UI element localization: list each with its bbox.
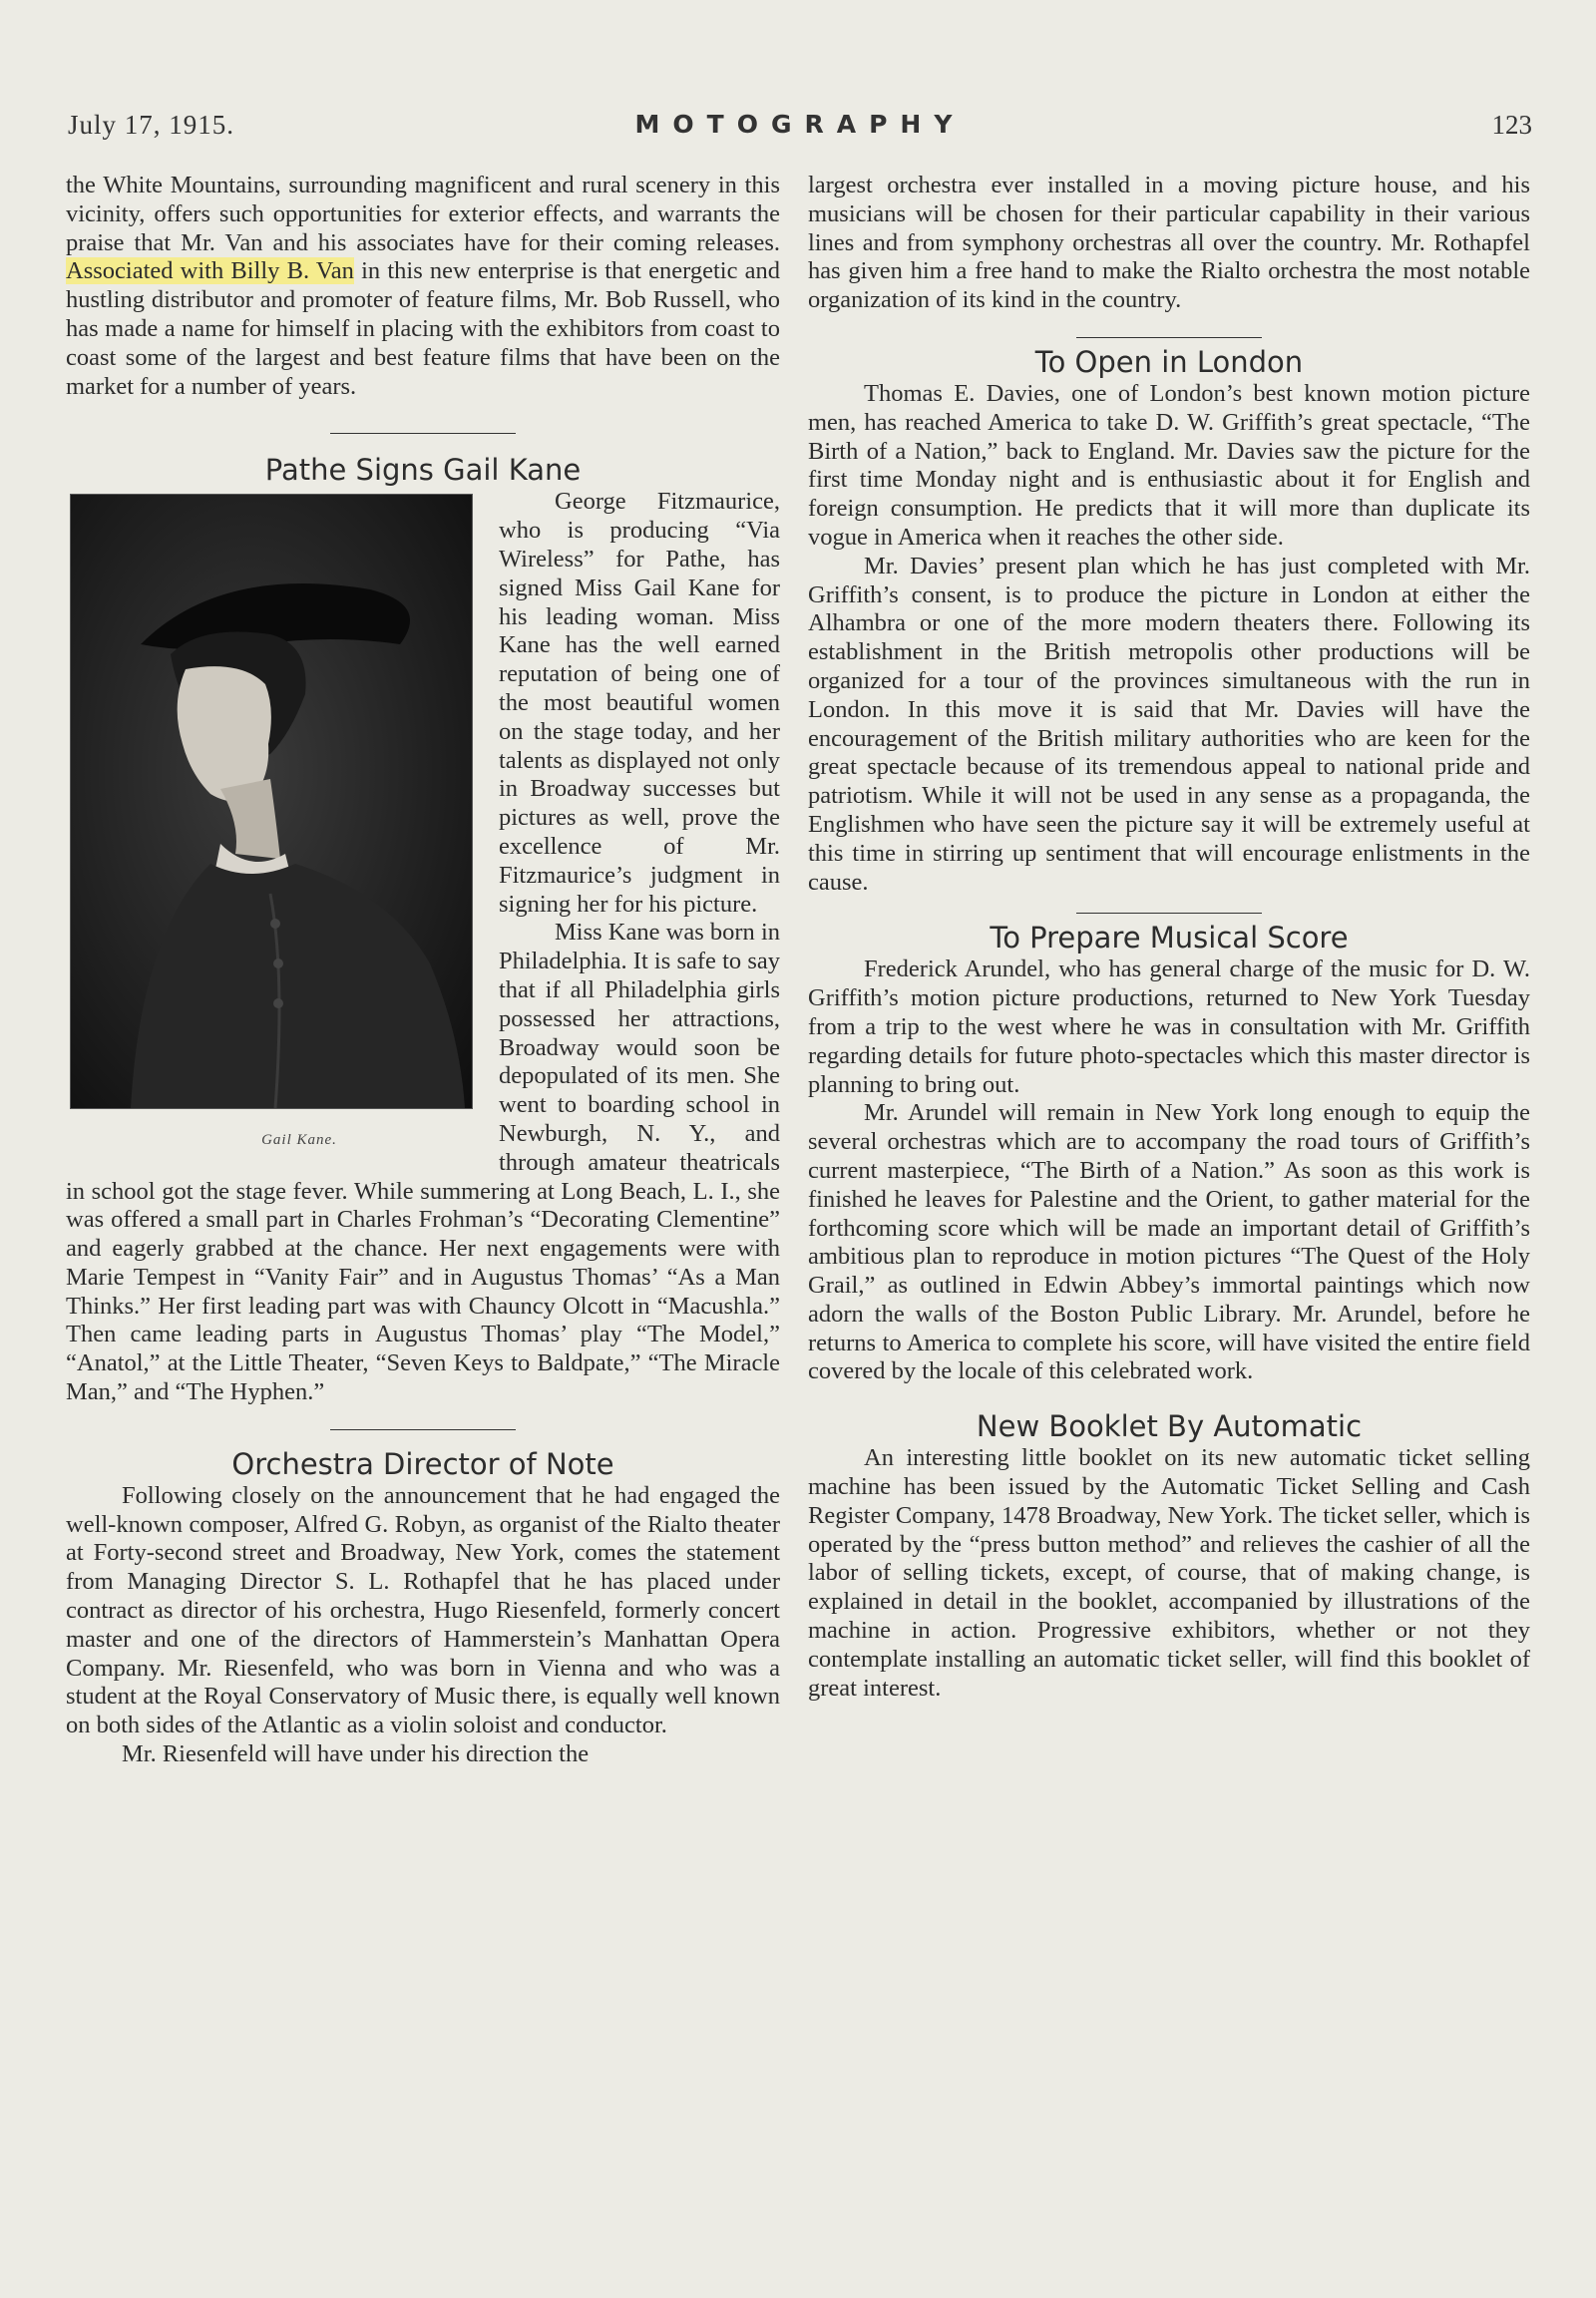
intro-paragraph: the White Mountains, surrounding magnificent and rural scenery in this vicinity, offers such opportunities for exterior effects, and warrants the praise that Mr. Van and his associates have for their coming releases. Associated with Billy B. Van in this new enterprise is that energetic and hustling distributor and promoter of feature films, Mr. Bob Russell, who has made a name for himself in placing with the exhibitors from coast to coast some of the largest and best feature films that have been on the market for a number of years. [66, 172, 780, 400]
issue-date: July 17, 1915. [68, 110, 235, 140]
london-paragraph-1: Thomas E. Davies, one of London’s best known motion picture men, has reached America to take D. W. Griffith’s great spectacle, “The Birth of a Nation,” back to England. Mr. Davies saw the picture for the first time Monday night and is enthusiastic about it for English and foreign consumption. He predicts that it will more than duplicate its vogue in America when it reaches the other side. [808, 379, 1530, 551]
section-divider [330, 1429, 516, 1430]
pathe-paragraph-1: Gail Kane. George Fitzmaurice, who is producing “Via Wireless” for Pathe, has signed Miss Gail Kane for his leading woman. Miss Kane has the well earned reputation of being one of the most beautiful women on the stage today, and her talents as displayed not only in Broadway successes but pictures as well, prove the excellence of Mr. Fitzmaurice’s judgment in signing her for his picture. [66, 488, 780, 919]
heading-pathe: Pathe Signs Gail Kane [264, 453, 582, 488]
booklet-paragraph-1: An interesting little booklet on its new automatic ticket selling machine has been issued by the Automatic Ticket Selling and Cash Register Company, 1478 Broadway, New York. The ticket seller, which is operated by the “press button method” and relieves the cashier of all the labor of selling tickets, except, of course, that of making change, is explained in detail in the booklet, accompanied by illustrations of the machine in action. Progressive exhibitors, whether or not they contemplate installing an automatic ticket seller, will find this booklet of great interest. [808, 1444, 1530, 1702]
masthead: MOTOGRAPHY [634, 110, 966, 139]
left-column [66, 172, 780, 1769]
page-number: 123 [1491, 110, 1532, 140]
portrait-photo [70, 494, 473, 1109]
right-column [808, 172, 1530, 1703]
orchestra-paragraph-1: Following closely on the announcement that he had engaged the well-known composer, Alfred G. Robyn, as organist of the Rialto theater at Forty-second street and Broadway, New York, comes the statement from Managing Director S. L. Rothapfel that he has placed under contract as director of his orchestra, Hugo Riesenfeld, formerly concert master and one of the directors of Hammerstein’s Manhattan Opera Company. Mr. Riesenfeld, who was born in Vienna and who was a student at the Royal Conservatory of Music there, is equally well known on both sides of the Atlantic as a violin soloist and conductor. [66, 1481, 780, 1739]
section-divider [1076, 913, 1262, 914]
heading-booklet: New Booklet By Automatic [976, 1409, 1363, 1444]
pathe-paragraph-2: Miss Kane was born in Philadelphia. It is safe to say that if all Philadelphia girls possessed her attractions, Broadway would soon be depopulated of its men. She went to boarding school in Newburgh, N. Y., and through amateur theatricals in school got the stage fever. While summering at Long Beach, L. I., she was offered a small part in Charles Frohman’s “Decorating Clementine” and eagerly grabbed at the chance. Her next engagements were with Marie Tempest in “Vanity Fair” and in Augustus Thomas’ “As a Man Thinks.” Her first leading part was with Chauncy Olcott in “Macushla.” Then came leading parts in Augustus Thomas’ play “The Model,” “Anatol,” at the Little Theater, “Seven Keys to Baldpate,” “The Miracle Man,” and “The Hyphen.” [66, 919, 780, 1406]
heading-score: To Prepare Musical Score [990, 921, 1349, 956]
score-paragraph-2: Mr. Arundel will remain in New York long enough to equip the several orchestras which are to accompany the road tours of Griffith’s current masterpiece, “The Birth of a Nation.” As soon as this work is finished he leaves for Palestine and the Orient, to gather material for the forthcoming score which will be made an important detail of Griffith’s ambitious plan to reproduce in motion pictures “The Quest of the Holy Grail,” as outlined in Edwin Abbey’s immortal paintings which now adorn the walls of the Boston Public Library. Mr. Arundel, before he returns to America to complete his score, will have visited the entire field covered by the locale of this celebrated work. [808, 1099, 1530, 1385]
heading-london: To Open in London [1034, 344, 1304, 379]
photo-caption: Gail Kane. [261, 1132, 337, 1149]
section-divider [330, 433, 516, 434]
orchestra-continued: largest orchestra ever installed in a moving picture house, and his musicians will be chosen for their particular capability in their various lines and from symphony orchestras all over the country. Mr. Rothapfel has given him a free hand to make the Rialto orchestra the most notable organization of its kind in the country. [808, 172, 1530, 314]
photo-figure [66, 494, 477, 1152]
highlighted-text: Associated with Billy B. Van [66, 257, 354, 285]
london-paragraph-2: Mr. Davies’ present plan which he has just completed with Mr. Griffith’s consent, is to produce the picture in London at either the Alhambra or one of the more modern theaters there. Following its establishment in the British metropolis other productions will be organized for a tour of the provinces simultaneous with the run in London. In this move it is said that Mr. Davies will have the encouragement of the British military authorities who are keen for the great spectacle because of its tremendous appeal to national pride and patriotism. While it will not be used in any sense as a propaganda, the Englishmen who have seen the picture say it will be extremely useful at this time in stirring up sentiment that will encourage enlistments in the cause. [808, 552, 1530, 896]
section-divider [1076, 337, 1262, 338]
orchestra-paragraph-2: Mr. Riesenfeld will have under his direction the [122, 1740, 590, 1768]
page-header [68, 110, 1532, 150]
heading-orchestra: Orchestra Director of Note [231, 1446, 614, 1481]
score-paragraph-1: Frederick Arundel, who has general charge of the music for D. W. Griffith’s motion picture productions, returned to New York Tuesday from a trip to the west where he was in consultation with Mr. Griffith regarding details for future photo-spectacles which this master director is planning to bring out. [808, 956, 1530, 1098]
